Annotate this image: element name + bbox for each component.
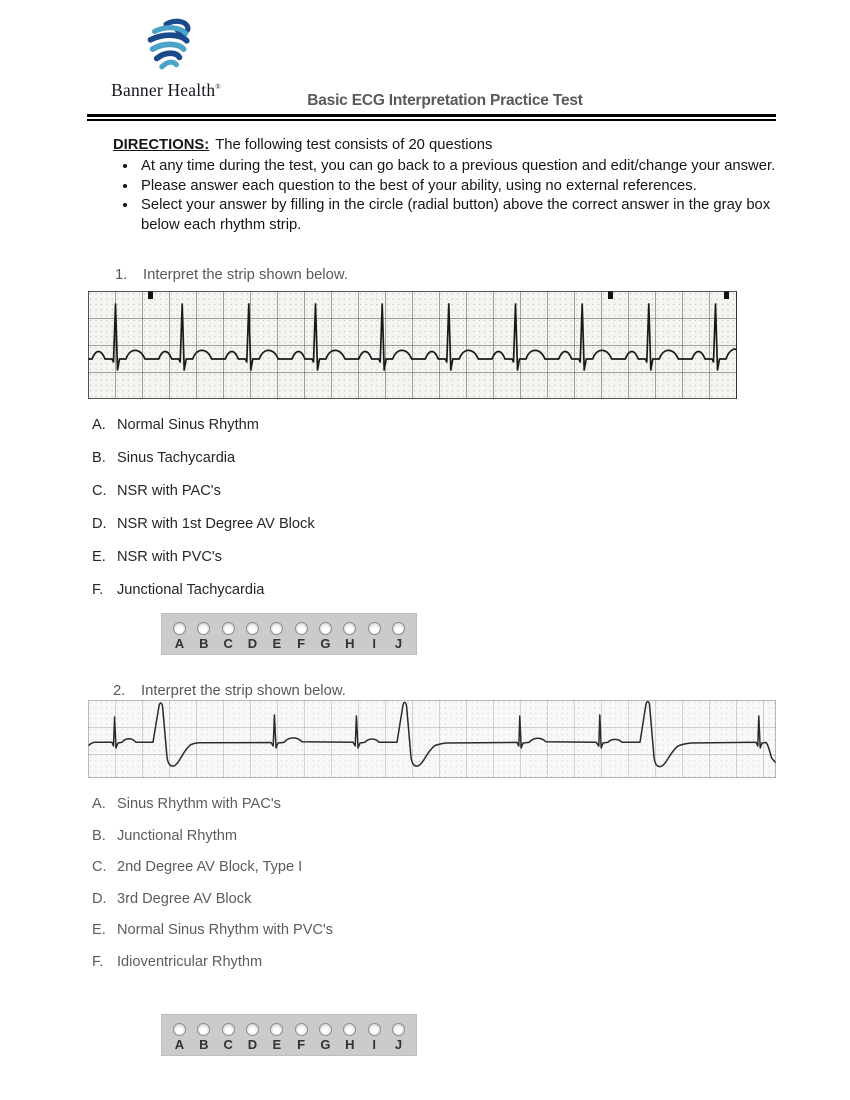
question-1-options [92, 416, 315, 614]
answer-cell [173, 1023, 186, 1051]
ecg-strip-image-1 [88, 291, 737, 399]
radio-button-e[interactable] [270, 622, 283, 635]
answer-letter: F [297, 1036, 306, 1052]
answer-cell [270, 1023, 283, 1051]
answer-letter: C [223, 1036, 233, 1052]
question-number: 2. [113, 683, 126, 699]
radio-button-g[interactable] [319, 1023, 332, 1036]
answer-cell [197, 622, 210, 650]
header-divider [87, 114, 776, 121]
directions-block [113, 136, 791, 235]
option-letter: B. [92, 827, 106, 844]
option-letter: D. [92, 890, 107, 907]
option-letter: A. [92, 417, 106, 433]
answer-cell [222, 622, 235, 650]
option-letter: C. [92, 483, 107, 499]
question-prompt: Interpret the strip shown below. [143, 267, 348, 283]
option-text: Idioventricular Rhythm [117, 953, 263, 970]
answer-cell [246, 1023, 259, 1051]
answer-cell [368, 622, 381, 650]
directions-heading [113, 136, 791, 155]
option-row [92, 795, 333, 813]
answer-letter: E [272, 1036, 282, 1052]
option-letter: F. [92, 582, 104, 598]
answer-box-question-1 [161, 613, 417, 655]
radio-button-b[interactable] [197, 1023, 210, 1036]
answer-cell [319, 1023, 332, 1051]
radio-button-f[interactable] [295, 622, 308, 635]
answer-letter: A [174, 635, 185, 651]
answer-cell [295, 1023, 308, 1051]
option-row [92, 482, 315, 500]
brand-name: Banner Health® [111, 80, 221, 100]
option-letter: C. [92, 859, 107, 876]
option-text: NSR with 1st Degree AV Block [117, 516, 315, 532]
answer-cell [222, 1023, 235, 1051]
option-text: Normal Sinus Rhythm with PVC's [117, 922, 334, 939]
option-letter: F. [92, 953, 104, 970]
radio-button-g[interactable] [319, 622, 332, 635]
question-2-options [92, 795, 333, 985]
radio-button-d[interactable] [246, 1023, 259, 1036]
directions-bullet: • Please answer each question to the best of your ability, using no external references. [138, 177, 791, 196]
answer-letter: D [247, 1036, 258, 1052]
radio-button-c[interactable] [222, 622, 235, 635]
radio-button-f[interactable] [295, 1023, 308, 1036]
radio-button-b[interactable] [197, 622, 210, 635]
answer-letter: A [174, 1036, 185, 1052]
option-letter: B. [92, 450, 106, 466]
radio-button-j[interactable] [392, 1023, 405, 1036]
option-row [92, 858, 333, 876]
answer-cell [343, 1023, 356, 1051]
radio-button-d[interactable] [246, 622, 259, 635]
option-letter: A. [92, 796, 106, 812]
answer-letter: B [199, 635, 209, 651]
radio-button-e[interactable] [270, 1023, 283, 1036]
answer-letter: E [272, 635, 282, 651]
page-title: Basic ECG Interpretation Practice Test [307, 92, 583, 109]
directions-bullet: • Select your answer by filling in the circle (radial button) above the correct answer in the gray box below each rhythm strip. [138, 196, 791, 235]
answer-cell [197, 1023, 210, 1051]
answer-letter: G [320, 1036, 331, 1052]
answer-cell [392, 622, 405, 650]
radio-button-j[interactable] [392, 622, 405, 635]
option-row [92, 449, 315, 467]
option-text: Normal Sinus Rhythm [117, 417, 259, 433]
option-row [92, 416, 315, 434]
directions-list [113, 157, 791, 235]
answer-cell [343, 622, 356, 650]
option-text: Sinus Tachycardia [117, 450, 236, 466]
option-letter: E. [92, 922, 106, 939]
answer-letter: H [345, 1036, 355, 1052]
radio-button-a[interactable] [173, 622, 186, 635]
answer-cell [392, 1023, 405, 1051]
answer-cell [319, 622, 332, 650]
answer-letter: I [372, 635, 376, 651]
option-row [92, 827, 333, 845]
answer-cell [173, 622, 186, 650]
question-number: 1. [115, 267, 128, 283]
answer-cell [246, 622, 259, 650]
answer-cell [295, 622, 308, 650]
banner-health-heart-icon [131, 18, 201, 74]
answer-letter: J [394, 635, 403, 651]
answer-cell [270, 622, 283, 650]
directions-intro: The following test consists of 20 questions [215, 137, 493, 153]
answer-letter: D [247, 635, 258, 651]
option-letter: E. [92, 549, 106, 565]
option-text: Sinus Rhythm with PAC's [117, 796, 281, 812]
option-text: 2nd Degree AV Block, Type I [117, 859, 303, 876]
option-row [92, 515, 315, 533]
directions-label: DIRECTIONS: [113, 137, 210, 153]
directions-bullet: • At any time during the test, you can go back to a previous question and edit/change your answer. [138, 157, 791, 176]
option-text: NSR with PAC's [117, 483, 221, 499]
registered-mark: ® [215, 83, 221, 92]
question-2-heading [113, 683, 346, 699]
radio-button-c[interactable] [222, 1023, 235, 1036]
answer-letter: F [297, 635, 306, 651]
question-prompt: Interpret the strip shown below. [141, 683, 346, 699]
option-row [92, 953, 333, 971]
radio-button-h[interactable] [343, 1023, 356, 1036]
option-text: 3rd Degree AV Block [117, 890, 252, 907]
answer-letter: G [320, 635, 331, 651]
answer-letter: C [223, 635, 233, 651]
ecg-strip-image-2 [88, 700, 776, 778]
answer-letter: J [394, 1036, 403, 1052]
question-1-heading [115, 267, 348, 283]
banner-health-logo [102, 18, 230, 101]
radio-button-i[interactable] [368, 622, 381, 635]
radio-button-a[interactable] [173, 1023, 186, 1036]
option-row [92, 921, 333, 939]
option-row [92, 890, 333, 908]
radio-button-h[interactable] [343, 622, 356, 635]
radio-button-i[interactable] [368, 1023, 381, 1036]
option-row [92, 581, 315, 599]
option-text: Junctional Rhythm [117, 827, 238, 844]
answer-letter: H [345, 635, 355, 651]
option-text: NSR with PVC's [117, 549, 222, 565]
option-letter: D. [92, 516, 107, 532]
option-text: Junctional Tachycardia [117, 582, 265, 598]
answer-letter: I [372, 1036, 376, 1052]
answer-cell [368, 1023, 381, 1051]
answer-letter: B [199, 1036, 209, 1052]
answer-box-question-2 [161, 1014, 417, 1056]
option-row [92, 548, 315, 566]
